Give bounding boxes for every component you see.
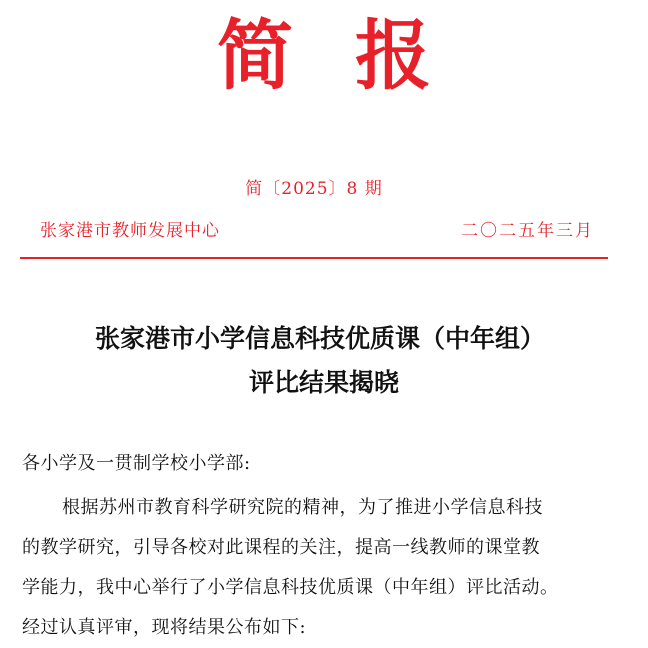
body-line: 经过认真评审，现将结果公布如下:	[22, 617, 307, 638]
masthead-title: 简报	[217, 11, 493, 100]
issuer-name: 张家港市教师发展中心	[40, 221, 220, 241]
body-line: 根据苏州市教育科学研究院的精神，为了推进小学信息科技	[62, 497, 543, 518]
body-line: 的教学研究，引导各校对此课程的关注，提高一线教师的课堂教	[22, 537, 540, 558]
article-title-line-1: 张家港市小学信息科技优质课（中年组）	[94, 324, 545, 353]
issue-number: 简〔2025〕8 期	[245, 179, 383, 199]
header-divider	[20, 257, 608, 259]
body-paragraph	[22, 488, 612, 648]
article-title-line-2: 评比结果揭晓	[248, 368, 399, 397]
issue-date: 二〇二五年三月	[461, 221, 594, 241]
body-line: 学能力，我中心举行了小学信息科技优质课（中年组）评比活动。	[22, 577, 559, 598]
salutation: 各小学及一贯制学校小学部:	[22, 453, 251, 474]
